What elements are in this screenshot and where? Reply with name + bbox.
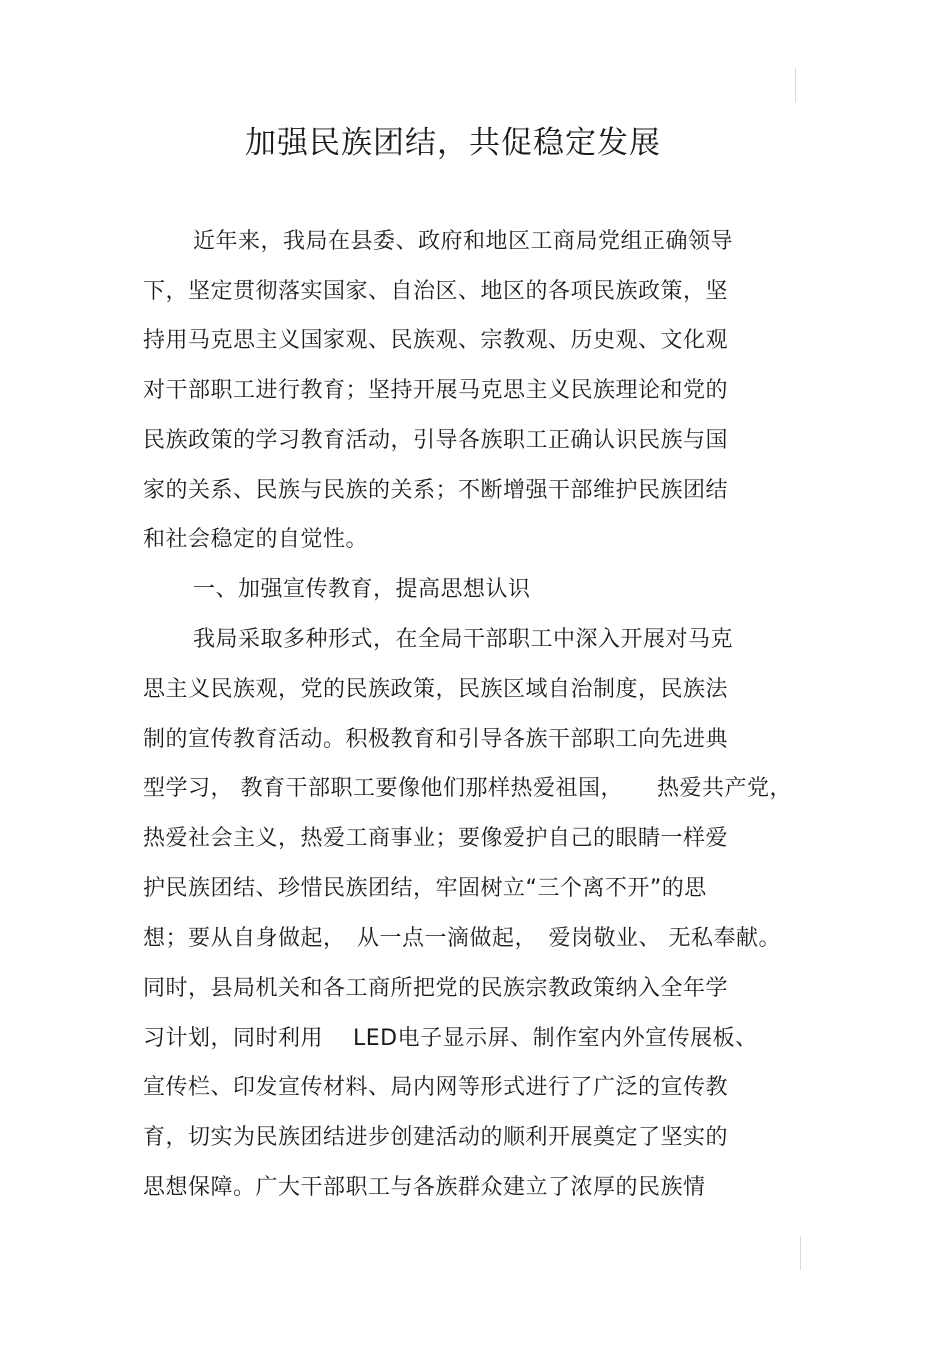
paragraph-line-20: 思想保障。广大干部职工与各族群众建立了浓厚的民族情 <box>143 1175 706 1200</box>
paragraph-line-11: 制的宣传教育活动。积极教育和引导各族干部职工向先进典 <box>143 727 729 752</box>
paragraph-line-2: 下，坚定贯彻落实国家、自治区、地区的各项民族政策，坚 <box>143 279 729 304</box>
paragraph-line-4: 对干部职工进行教育；坚持开展马克思主义民族理论和党的 <box>143 378 729 403</box>
paragraph-line-7: 和社会稳定的自觉性。 <box>143 527 369 552</box>
document-title: 加强民族团结，共促稳定发展 <box>245 125 661 161</box>
paragraph-line-10: 思主义民族观，党的民族政策，民族区域自治制度，民族法 <box>143 677 729 702</box>
paragraph-line-15: 想；要从自身做起， 从一点一滴做起， 爱岗敬业、 无私奉献。 <box>143 926 781 951</box>
page-margin-mark-bottom <box>800 1236 801 1270</box>
paragraph-line-18: 宣传栏、印发宣传材料、局内网等形式进行了广泛的宣传教 <box>143 1075 729 1100</box>
paragraph-line-13: 热爱社会主义，热爱工商事业；要像爱护自己的眼睛一样爱 <box>143 826 729 851</box>
paragraph-line-17: 习计划，同时利用 LED电子显示屏、制作室内外宣传展板、 <box>143 1026 758 1051</box>
paragraph-line-9: 我局采取多种形式，在全局干部职工中深入开展对马克 <box>193 627 734 652</box>
paragraph-line-5: 民族政策的学习教育活动，引导各族职工正确认识民族与国 <box>143 428 729 453</box>
paragraph-line-3: 持用马克思主义国家观、民族观、宗教观、历史观、文化观 <box>143 328 729 353</box>
paragraph-line-16: 同时，县局机关和各工商所把党的民族宗教政策纳入全年学 <box>143 976 729 1001</box>
paragraph-line-14: 护民族团结、珍惜民族团结，牢固树立“三个离不开”的思 <box>143 876 707 901</box>
paragraph-line-1: 近年来，我局在县委、政府和地区工商局党组正确领导 <box>193 229 734 254</box>
page-margin-mark-top <box>795 68 796 102</box>
paragraph-line-12: 型学习， 教育干部职工要像他们那样热爱祖国， 热爱共产党， <box>143 776 792 801</box>
paragraph-line-6: 家的关系、民族与民族的关系；不断增强干部维护民族团结 <box>143 478 729 503</box>
paragraph-line-19: 育，切实为民族团结进步创建活动的顺利开展奠定了坚实的 <box>143 1125 729 1150</box>
section-heading: 一、加强宣传教育，提高思想认识 <box>193 577 531 602</box>
